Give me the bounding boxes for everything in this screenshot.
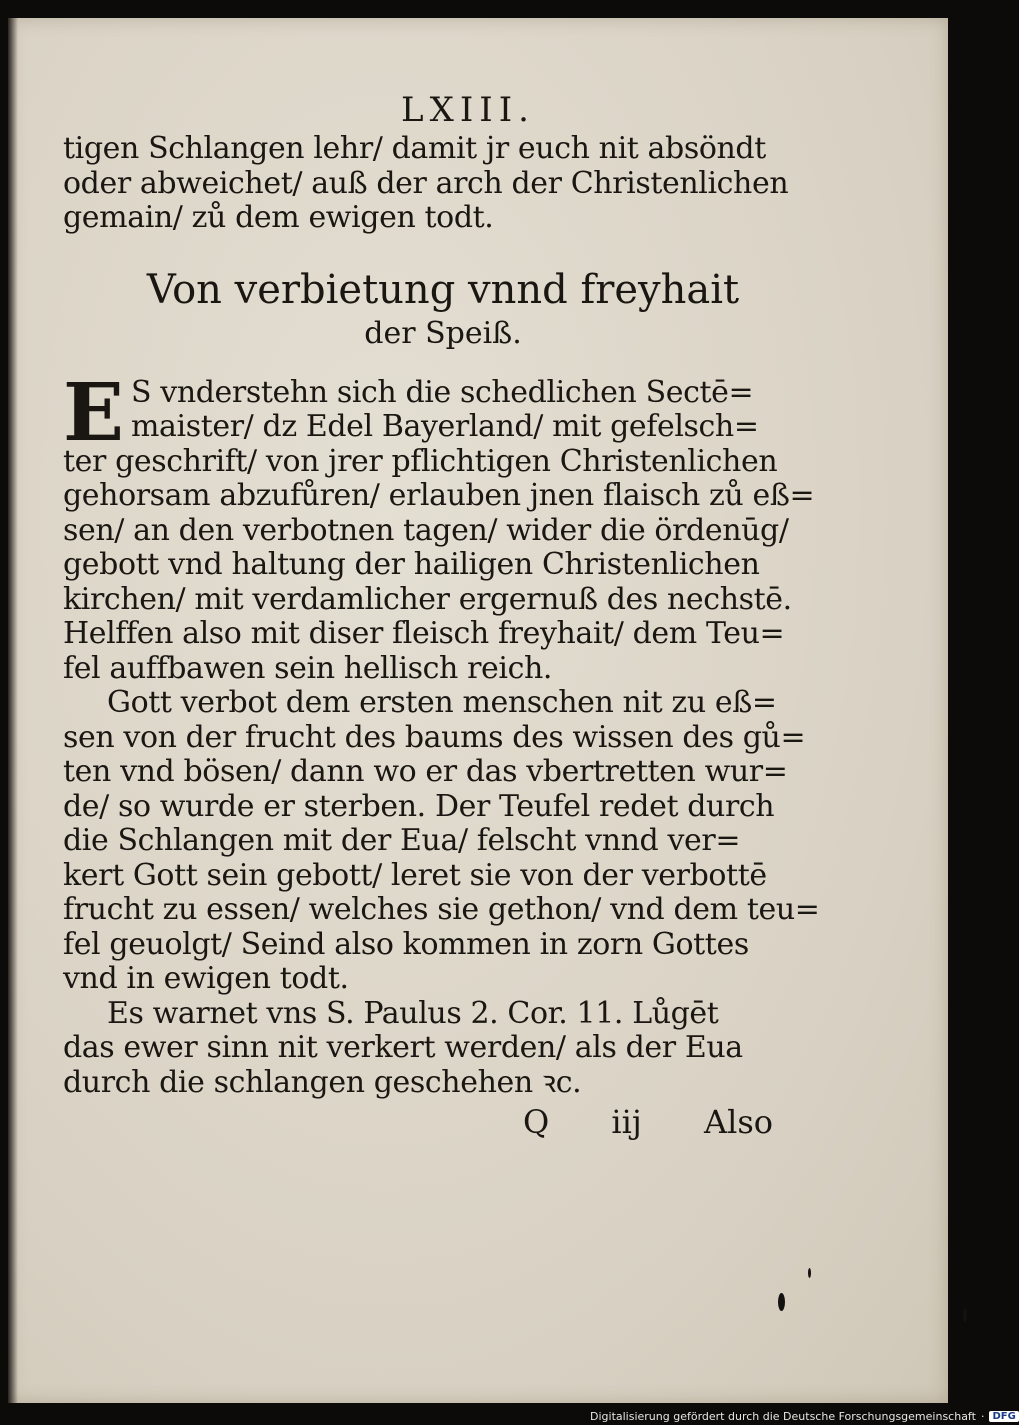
text-line: de/ so wurde er sterben. Der Teufel redet durch <box>63 788 775 824</box>
text-line: Gott verbot dem ersten menschen nit zu eß= <box>107 685 777 720</box>
dfg-logo: DFG <box>989 1411 1018 1422</box>
section-heading-sub: der Speiß. <box>364 315 522 351</box>
text-line: sen von der frucht des baums des wissen des gů= <box>63 719 806 755</box>
catchwords-line <box>523 1100 773 1144</box>
text-line: gemain/ zů dem ewigen todt. <box>63 200 494 235</box>
text-line: fel auffbawen sein hellisch reich. <box>63 650 553 686</box>
decorated-initial: E <box>63 364 124 459</box>
footer-text: Digitalisierung gefördert durch die Deutsche Forschungsgemeinschaft <box>590 1410 976 1423</box>
text-line: das ewer sinn nit verkert werden/ als der Eua <box>63 1030 743 1065</box>
text-block <box>63 88 820 1144</box>
text-line: fel geuolgt/ Seind also kommen in zorn Gottes <box>63 926 749 962</box>
paragraph-1 <box>63 364 815 687</box>
folio-number: LXIII. <box>401 90 535 130</box>
text-line: die Schlangen mit der Eua/ felscht vnnd ver= <box>63 823 741 858</box>
paragraph-2 <box>63 685 820 997</box>
text-line: S vnderstehn sich die schedlichen Sectē= <box>131 374 754 410</box>
text-line: frucht zu essen/ welches sie gethon/ vnd dem teu= <box>63 892 820 927</box>
paragraph-3 <box>63 997 783 1101</box>
text-line: oder abweichet/ auß der arch der Christenlichen <box>63 165 789 201</box>
ink-speck <box>808 1268 811 1278</box>
opening-lines <box>63 131 789 236</box>
text-line: kert Gott sein gebott/ leret sie von der verbottē <box>63 857 767 893</box>
text-line: ter geschrift/ von jrer pflichtigen Christenlichen <box>63 443 778 479</box>
ink-speck <box>963 1308 967 1322</box>
text-line: vnd in ewigen todt. <box>63 961 349 996</box>
section-heading: Von verbietung vnnd freyhait <box>146 266 740 313</box>
page-spine-shadow <box>8 18 18 1403</box>
text-line: maister/ dz Edel Bayerland/ mit gefelsch= <box>131 409 759 444</box>
text-line: gehorsam abzufůren/ erlauben jnen flaisch zů eß= <box>63 478 815 513</box>
digitization-footer: Digitalisierung gefördert durch die Deutsche Forschungsgemeinschaft · DFG <box>590 1408 1000 1425</box>
book-page <box>8 18 948 1403</box>
signature-mark: Q <box>523 1103 550 1141</box>
leaf-number: iij <box>611 1103 642 1141</box>
text-line: tigen Schlangen lehr/ damit jr euch nit absöndt <box>63 131 766 166</box>
text-line: kirchen/ mit verdamlicher ergernuß des nechstē. <box>63 581 792 617</box>
text-line: ten vnd bösen/ dann wo er das vbertretten wur= <box>63 754 788 789</box>
catchword: Also <box>703 1103 773 1141</box>
text-line: durch die schlangen geschehen ꝛc. <box>63 1064 582 1100</box>
text-line: Helffen also mit diser fleisch freyhait/ dem Teu= <box>63 616 785 651</box>
text-line: sen/ an den verbotnen tagen/ wider die ördenūg/ <box>63 512 789 548</box>
ink-speck <box>778 1293 785 1311</box>
text-line: Es warnet vns S. Paulus 2. Cor. 11. Lůgēt <box>107 995 719 1031</box>
text-line: gebott vnd haltung der hailigen Christenlichen <box>63 547 760 582</box>
